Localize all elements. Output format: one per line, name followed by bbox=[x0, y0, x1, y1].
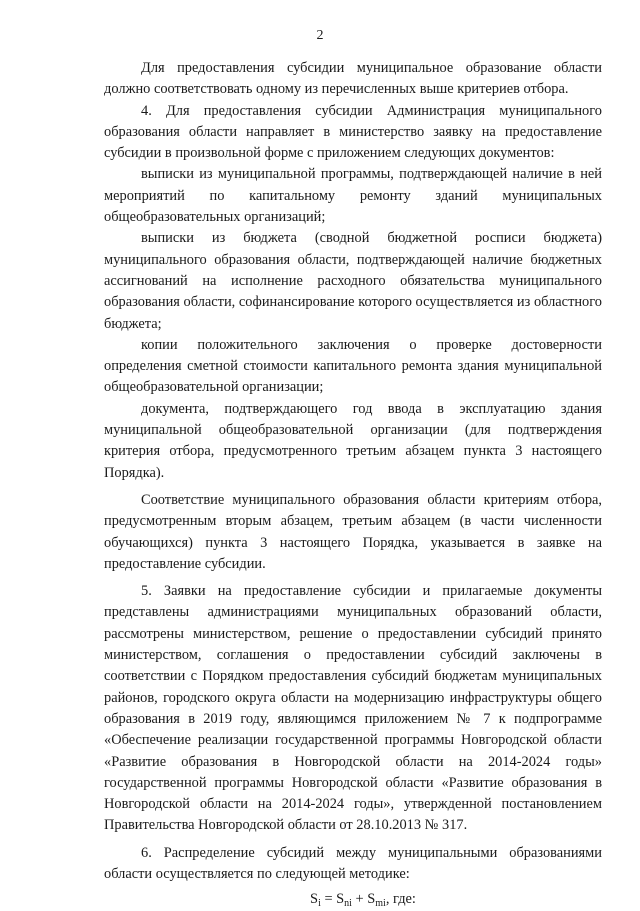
paragraph-item-6: 6. Распределение субсидий между муниципальными образованиями области осуществляется по следующей методике: bbox=[104, 844, 602, 882]
paragraph-item-4: 4. Для предоставления субсидии Администрация муниципального образования области направляет в министерство заявку на предоставление субсидии в произвольной форме с приложением следующих документов: bbox=[104, 102, 602, 162]
paragraph-budget-extract: выписки из бюджета (сводной бюджетной росписи бюджета) муниципального образования области, подтверждающей наличие бюджетных ассигнований на исполнение расходного обязательства муниципального образования области, софинансирование которого осуществляется из областного бюджета; bbox=[104, 230, 602, 332]
document-body bbox=[104, 58, 602, 911]
paragraph-estimate-copy: копии положительного заключения о проверке достоверности определения сметной стоимости капитального ремонта здания муниципальной общеобразовательной организации; bbox=[104, 336, 602, 396]
paragraph-program-extract: выписки из муниципальной программы, подтверждающей наличие в ней мероприятий по капитальному ремонту зданий муниципальных общеобразовательных организаций; bbox=[104, 166, 602, 226]
page-number: 2 bbox=[316, 28, 324, 43]
paragraph-selection-requirement: Для предоставления субсидии муниципальное образование области должно соответствовать одному из перечисленных выше критериев отбора. bbox=[104, 60, 602, 98]
paragraph-criteria-compliance: Соответствие муниципального образования области критериям отбора, предусмотренным вторым абзацем, третьим абзацем (в части численности обучающихся) пункта 3 настоящего Порядка, указывается в заявке на предоставление субсидии. bbox=[104, 491, 602, 572]
distribution-formula: $S_i = S_{ni} + S_{mi}$, где: bbox=[310, 891, 416, 910]
paragraph-commissioning-document: документа, подтверждающего год ввода в эксплуатацию здания муниципальной общеобразовательной организации (для подтверждения критерия отбора, предусмотренного третьим абзацем пункта 3 настоящего Порядка). bbox=[104, 400, 602, 481]
paragraph-item-5: 5. Заявки на предоставление субсидии и прилагаемые документы представлены администрациями муниципальных образований области, рассмотрены министерством, решение о предоставлении субсидий принято министерством, соглашения о предоставлении субсидий заключены в соответствии с Порядком предоставления субсидий бюджетам муниципальных районов, городского округа области на модернизацию инфраструктуры общего образования в 2019 году, являющимся приложением № 7 к подпрограмме «Обеспечение реализации государственной программы Новгородской области «Развитие образования в Новгородской области на 2014-2024 годы» государственной программы Новгородской области «Развитие образования в Новгородской области на 2014-2024 годы», утвержденной постановлением Правительства Новгородской области от 28.10.2013 № 317. bbox=[104, 583, 602, 834]
